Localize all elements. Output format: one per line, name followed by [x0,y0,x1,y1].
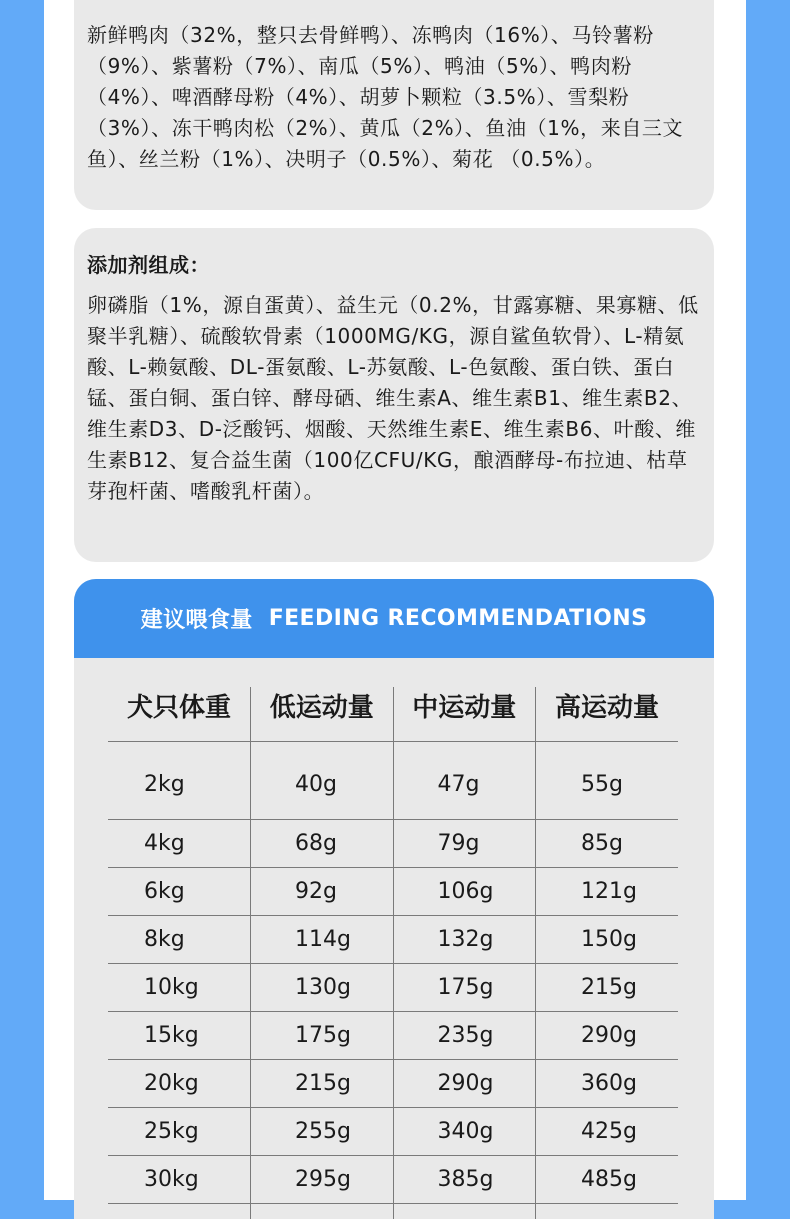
cell-high: 55g [536,742,679,820]
cell-high: 150g [536,916,679,964]
cell-weight: 20kg [108,1060,251,1108]
feeding-title-en: FEEDING RECOMMENDATIONS [269,606,648,631]
table-row [108,1012,678,1060]
cell-high: 215g [536,964,679,1012]
cell-medium [393,1204,536,1219]
header-high-activity: 高运动量 [536,687,679,742]
ingredients-text: 新鲜鸭肉（32%，整只去骨鲜鸭）、冻鸭肉（16%）、马铃薯粉（9%）、紫薯粉（7%）、南瓜（5%）、鸭油（5%）、鸭肉粉（4%）、啤酒酵母粉（4%）、胡萝卜颗粒（3.5%）、雪梨粉（3%）、冻干鸭肉松（2%）、黄瓜（2%）、鱼油（1%，来自三文鱼）、丝兰粉（1%）、决明子（0.5%）、菊花 （0.5%）。 [87,0,701,175]
cell-low: 68g [251,820,394,868]
cell-low: 295g [251,1156,394,1204]
table-row [108,868,678,916]
additives-text: 卵磷脂（1%，源自蛋黄）、益生元（0.2%，甘露寡糖、果寡糖、低聚半乳糖）、硫酸软骨素（1000MG/KG，源自鲨鱼软骨）、L-精氨酸、L-赖氨酸、DL-蛋氨酸、L-苏氨酸、L-色氨酸、蛋白铁、蛋白锰、蛋白铜、蛋白锌、酵母硒、维生素A、维生素B1、维生素B2、维生素D3、D-泛酸钙、烟酸、天然维生素E、维生素B6、叶酸、维生素B12、复合益生菌（100亿CFU/KG，酿酒酵母-布拉迪、枯草芽孢杆菌、嗜酸乳杆菌）。 [87,290,701,507]
cell-high: 121g [536,868,679,916]
header-low-activity: 低运动量 [251,687,394,742]
cell-high: 425g [536,1108,679,1156]
table-row [108,964,678,1012]
cell-high: 485g [536,1156,679,1204]
cell-medium: 340g [393,1108,536,1156]
header-weight: 犬只体重 [108,687,251,742]
table-row [108,1156,678,1204]
cell-medium: 175g [393,964,536,1012]
cell-low: 175g [251,1012,394,1060]
cell-weight: 8kg [108,916,251,964]
cell-weight: 15kg [108,1012,251,1060]
cell-high [536,1204,679,1219]
cell-medium: 385g [393,1156,536,1204]
cell-high: 85g [536,820,679,868]
table-row [108,820,678,868]
ingredients-card [74,0,714,210]
table-row [108,1108,678,1156]
cell-low: 215g [251,1060,394,1108]
cell-low: 255g [251,1108,394,1156]
feeding-header [74,579,714,658]
feeding-table [108,687,678,1219]
additives-card [74,228,714,562]
cell-high: 290g [536,1012,679,1060]
cell-medium: 47g [393,742,536,820]
cell-medium: 132g [393,916,536,964]
header-medium-activity: 中运动量 [393,687,536,742]
feeding-section [74,579,714,1219]
table-header-row [108,687,678,742]
cell-medium: 290g [393,1060,536,1108]
cell-low: 114g [251,916,394,964]
cell-weight: 30kg [108,1156,251,1204]
cell-medium: 106g [393,868,536,916]
table-row [108,1204,678,1219]
cell-high: 360g [536,1060,679,1108]
cell-medium: 235g [393,1012,536,1060]
cell-medium: 79g [393,820,536,868]
cell-weight: 6kg [108,868,251,916]
table-row [108,916,678,964]
additives-heading: 添加剂组成： [87,252,701,278]
cell-weight [108,1204,251,1219]
cell-low [251,1204,394,1219]
cell-low: 40g [251,742,394,820]
cell-weight: 10kg [108,964,251,1012]
cell-weight: 2kg [108,742,251,820]
cell-low: 130g [251,964,394,1012]
cell-weight: 4kg [108,820,251,868]
feeding-title-cn: 建议喂食量 [141,603,253,634]
cell-low: 92g [251,868,394,916]
table-row [108,1060,678,1108]
table-row [108,742,678,820]
cell-weight: 25kg [108,1108,251,1156]
